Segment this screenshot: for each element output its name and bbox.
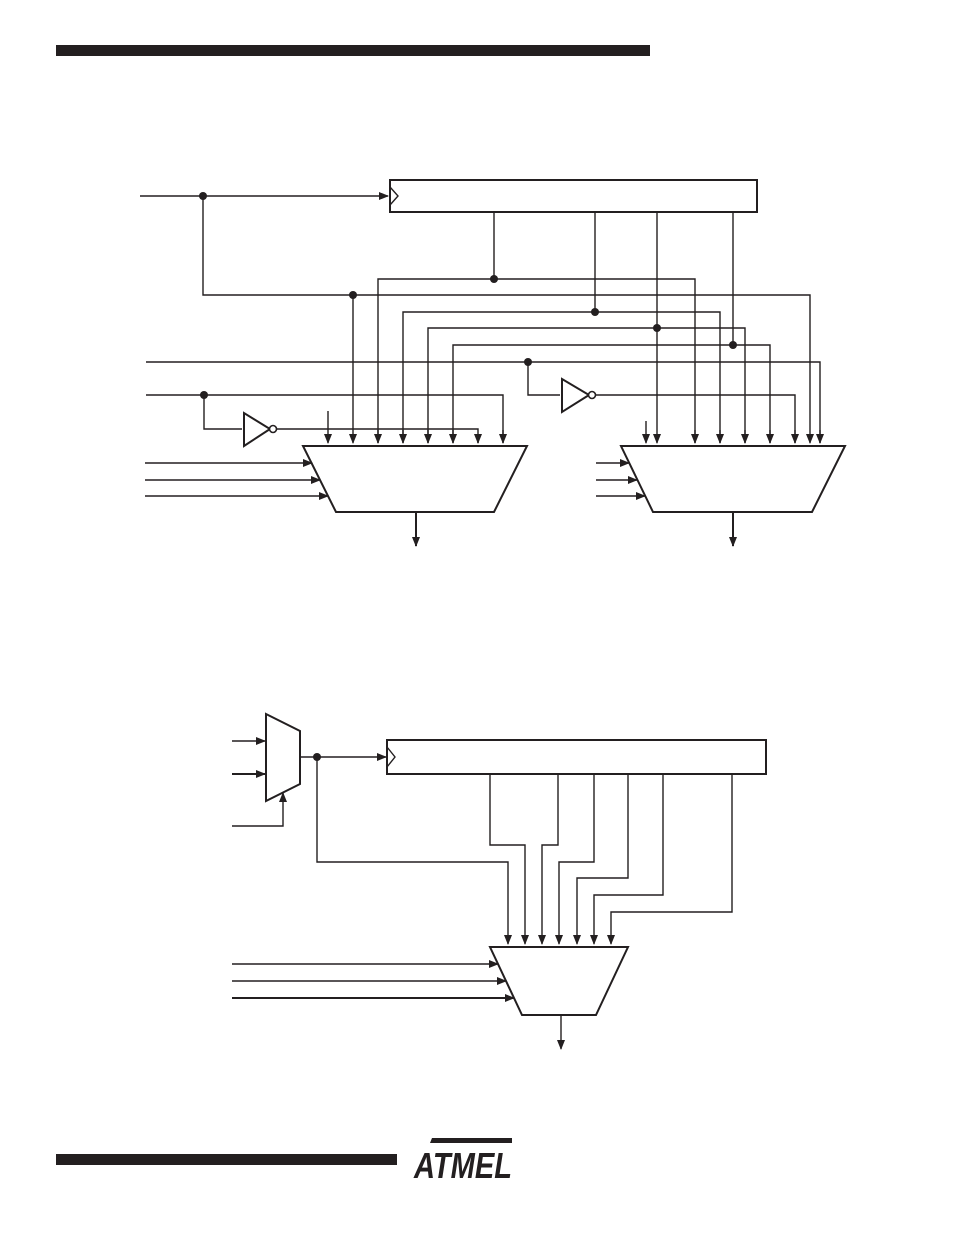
upper-register <box>390 180 757 212</box>
upper-diagram <box>140 180 845 546</box>
upper-left-inverter-bubble <box>270 426 277 433</box>
upper-right-inverter-bubble <box>589 392 596 399</box>
upper-clock-feed <box>203 196 810 443</box>
lower-input-mux <box>266 714 300 801</box>
wire <box>204 395 242 429</box>
lower-multiplexer <box>490 947 628 1015</box>
wire <box>232 793 283 826</box>
wire <box>403 312 720 443</box>
upper-left-inverter <box>244 413 270 446</box>
wire <box>378 279 695 443</box>
header-bar <box>56 45 650 56</box>
wire <box>317 757 508 944</box>
svg-text:ATMEL: ATMEL <box>413 1145 512 1186</box>
wire <box>611 774 732 944</box>
upper-left-multiplexer <box>303 446 527 512</box>
wire <box>528 362 560 395</box>
upper-right-multiplexer <box>621 446 845 512</box>
footer-bar <box>56 1154 397 1165</box>
atmel-logo <box>413 1138 512 1186</box>
wire <box>542 774 558 944</box>
lower-diagram <box>232 714 766 1049</box>
upper-right-inverter <box>562 379 589 412</box>
lower-register <box>387 740 766 774</box>
wire <box>577 774 628 944</box>
wire <box>146 395 503 443</box>
wire <box>453 345 770 443</box>
